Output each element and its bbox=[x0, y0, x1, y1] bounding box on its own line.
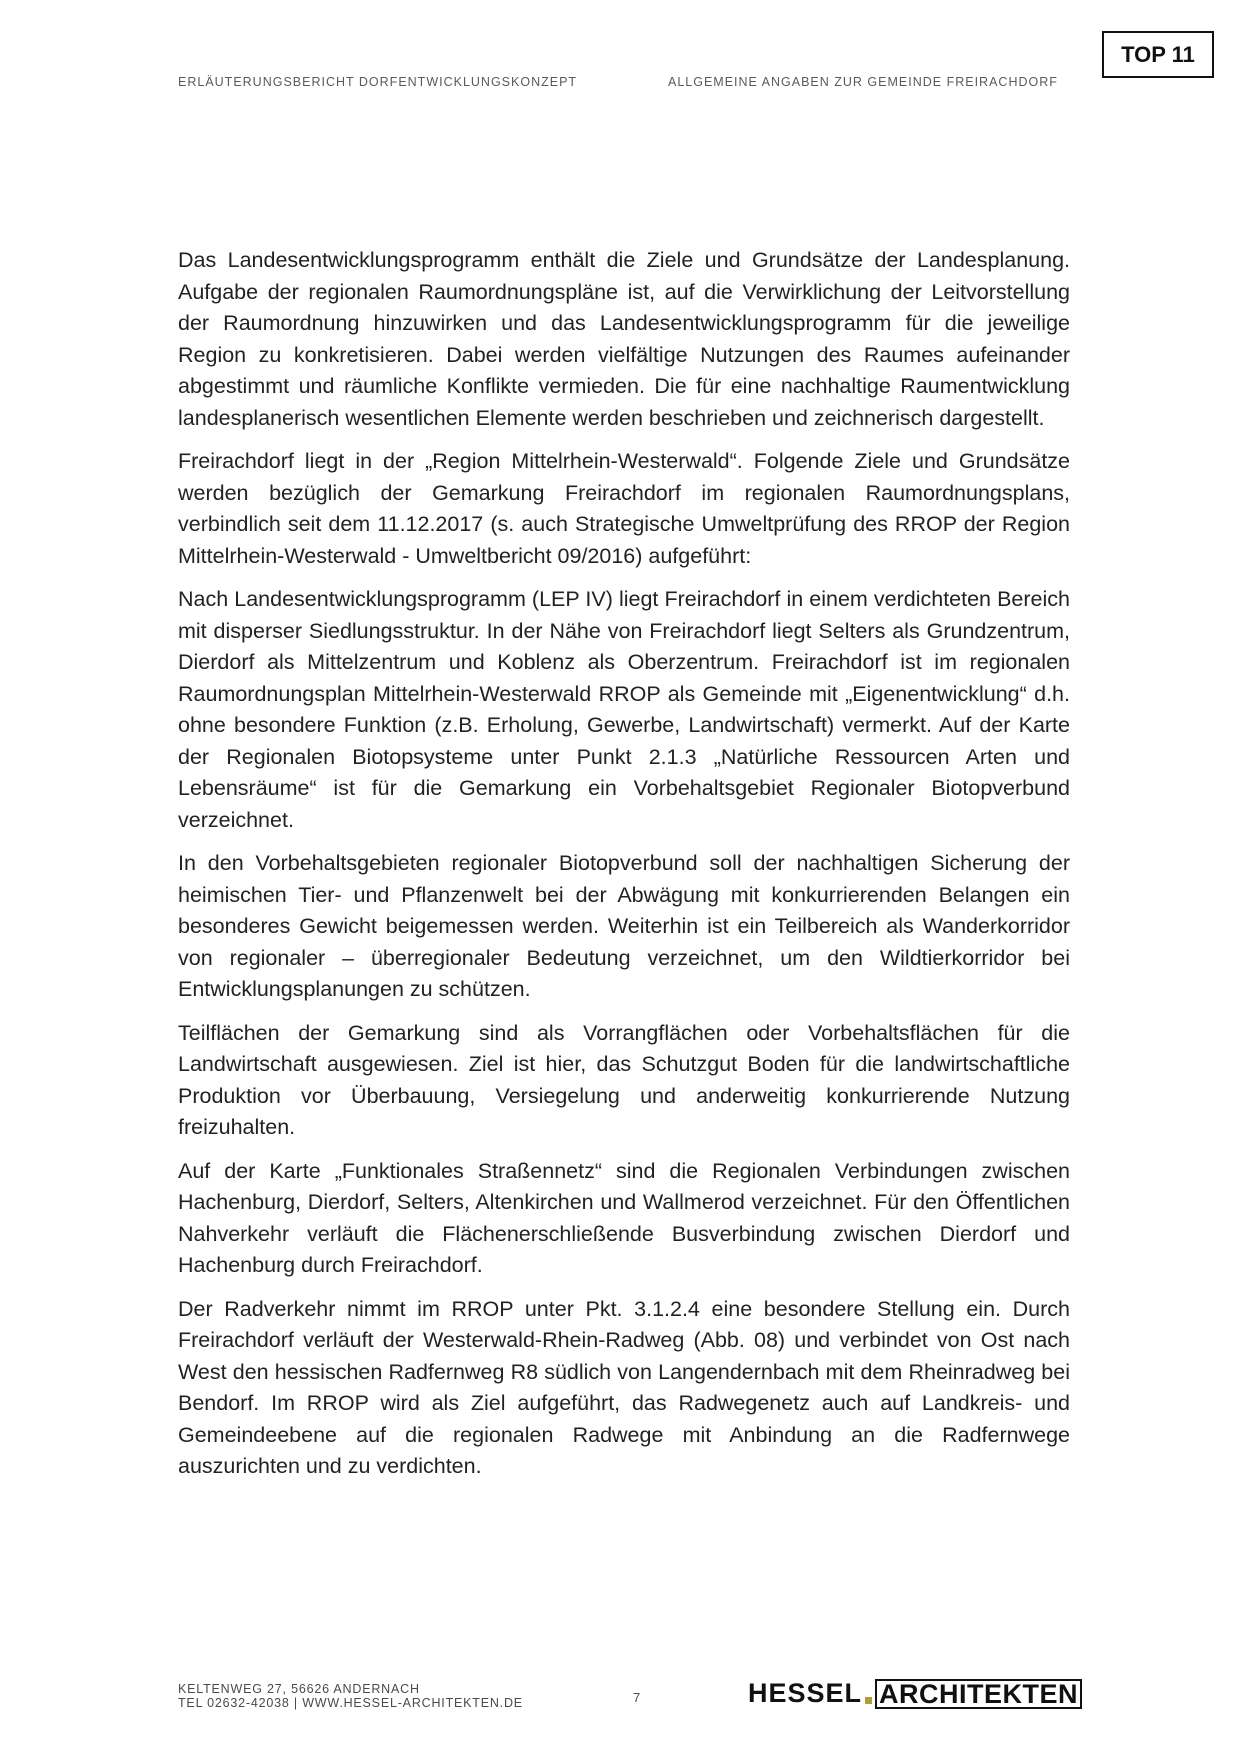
paragraph-radverkehr: Der Radverkehr nimmt im RROP unter Pkt. 3.1.2.4 eine besondere Stellung ein. Durch Freirachdorf verläuft der Westerwald-Rhein-Radweg (Abb. 08) und verbindet von Ost nach West den hessischen Radfernweg R8 südlich von Langendernbach mit dem Rheinradweg bei Bendorf. Im RROP wird als Ziel aufgeführt, das Radwegenetz auch auf Landkreis- und Gemeindeebene auf die regionalen Radwege mit Anbindung an die Radfernwege auszurichten und zu verdichten. bbox=[178, 1296, 1070, 1478]
footer-contact-line: TEL 02632-42038 | WWW.HESSEL-ARCHITEKTEN.DE bbox=[178, 1696, 523, 1710]
paragraph-landesentwicklungsprogramm: Das Landesentwicklungsprogramm enthält die Ziele und Grundsätze der Landesplanung. Aufgabe der regionalen Raumordnungspläne ist, auf die Verwirklichung der Leitvorstellung der Raumordnung hinzuwirken und das Landesentwicklungsprogramm für die jeweilige Region zu konkretisieren. Dabei werden vielfältige Nutzungen des Raumes aufeinander abgestimmt und räumliche Konflikte vermieden. Die für eine nachhaltige Raumentwicklung landesplanerisch wesentlichen Elemente werden beschrieben und zeichnerisch dargestellt. bbox=[178, 248, 1070, 430]
logo-word-hessel: HESSEL bbox=[748, 1678, 863, 1708]
paragraph-region: Freirachdorf liegt in der „Region Mittelrhein-Westerwald“. Folgende Ziele und Grundsätze werden bezüglich der Gemarkung Freirachdorf im regionalen Raumordnungsplans, verbindlich seit dem 11.12.2017 (s. auch Strategische Umweltprüfung des RROP der Region Mittelrhein-Westerwald - Umweltbericht 09/2016) aufgeführt: bbox=[178, 449, 1070, 568]
logo-word-architekten: ARCHITEKTEN bbox=[875, 1679, 1082, 1709]
footer-address-line: KELTENWEG 27, 56626 ANDERNACH bbox=[178, 1682, 420, 1696]
body-text bbox=[178, 245, 1070, 1495]
logo-dot-icon bbox=[865, 1697, 872, 1704]
paragraph-strassennetz: Auf der Karte „Funktionales Straßennetz“ sind die Regionalen Verbindungen zwischen Hachenburg, Dierdorf, Selters, Altenkirchen und Wallmerod verzeichnet. Für den Öffentlichen Nahverkehr verläuft die Flächenerschließende Busverbindung zwischen Dierdorf und Hachenburg durch Freirachdorf. bbox=[178, 1158, 1070, 1277]
running-header-left: ERLÄUTERUNGSBERICHT DORFENTWICKLUNGSKONZEPT bbox=[178, 75, 578, 89]
top-badge: TOP 11 bbox=[1102, 31, 1214, 78]
hessel-architekten-logo bbox=[748, 1677, 1082, 1709]
running-header-right: ALLGEMEINE ANGABEN ZUR GEMEINDE FREIRACHDORF bbox=[668, 75, 1058, 89]
page-number: 7 bbox=[633, 1690, 641, 1705]
footer-address bbox=[178, 1682, 523, 1710]
paragraph-landwirtschaft: Teilflächen der Gemarkung sind als Vorrangflächen oder Vorbehaltsflächen für die Landwirtschaft ausgewiesen. Ziel ist hier, das Schutzgut Boden für die landwirtschaftliche Produktion vor Überbauung, Versiegelung und anderweitig konkurrierende Nutzung freizuhalten. bbox=[178, 1020, 1070, 1139]
paragraph-lep: Nach Landesentwicklungsprogramm (LEP IV) liegt Freirachdorf in einem verdichteten Bereich mit disperser Siedlungsstruktur. In der Nähe von Freirachdorf liegt Selters als Grundzentrum, Dierdorf als Mittelzentrum und Koblenz als Oberzentrum. Freirachdorf ist im regionalen Raumordnungsplan Mittelrhein-Westerwald RROP als Gemeinde mit „Eigenentwicklung“ d.h. ohne besondere Funktion (z.B. Erholung, Gewerbe, Landwirtschaft) vermerkt. Auf der Karte der Regionalen Biotopsysteme unter Punkt 2.1.3 „Natürliche Ressourcen Arten und Lebensräume“ ist für die Gemarkung ein Vorbehaltsgebiet Regionaler Biotopverbund verzeichnet. bbox=[178, 587, 1070, 832]
paragraph-biotopverbund: In den Vorbehaltsgebieten regionaler Biotopverbund soll der nachhaltigen Sicherung der heimischen Tier- und Pflanzenwelt bei der Abwägung mit konkurrierenden Belangen ein besonderes Gewicht beigemessen werden. Weiterhin ist ein Teilbereich als Wanderkorridor von regionaler – überregionaler Bedeutung verzeichnet, um den Wildtierkorridor bei Entwicklungsplanungen zu schützen. bbox=[178, 851, 1070, 1001]
